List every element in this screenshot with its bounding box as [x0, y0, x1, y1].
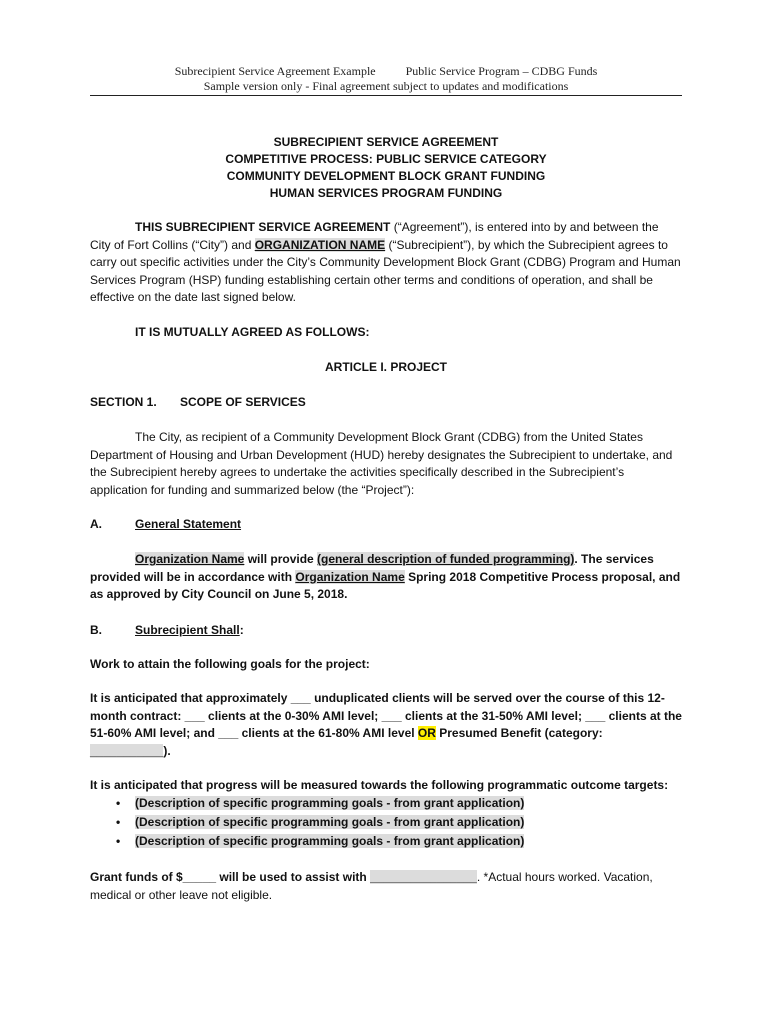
intro-paragraph [90, 219, 682, 307]
section-a-heading [90, 516, 682, 534]
grant-text-1: Grant funds of $_____ will be used to assist with [90, 870, 371, 884]
grant-funds-paragraph [90, 869, 682, 904]
category-blank-field[interactable]: ___________ [90, 743, 164, 758]
clients-text-2: Presumed Benefit (category: [435, 726, 603, 740]
header-disclaimer: Sample version only - Final agreement subject to updates and modifications [203, 79, 569, 93]
scope-paragraph: The City, as recipient of a Community Development Block Grant (CDBG) from the United States Department of Housing and Urban Development (HUD) hereby designates the Subrecipient to undertake, and the Subrecipient hereby agrees to undertake the activities specifically described in the Subrecipient’s application for funding and summarized below (the “Project”): [90, 430, 673, 497]
goal-description-field[interactable]: (Description of specific programming goals - from grant application) [135, 834, 525, 848]
intro-lead: THIS SUBRECIPIENT SERVICE AGREEMENT [135, 220, 391, 234]
goal-description-field[interactable]: (Description of specific programming goals - from grant application) [135, 796, 525, 810]
general-text-1: will provide [244, 552, 318, 566]
title-line-2: COMPETITIVE PROCESS: PUBLIC SERVICE CATEGORY [225, 152, 547, 166]
clients-text-1: It is anticipated that approximately ___ unduplicated clients will be served over the course of this 12-month contract: ___ clients at the 0-30% AMI level; ___ clients at the 31-50% AMI level; ___ clients at the 51-60% AMI level; and ___ clients at the 61-80% AMI level [90, 691, 682, 740]
organization-name-field[interactable]: Organization Name [135, 552, 245, 566]
section-b-title: Subrecipient Shall [135, 623, 240, 637]
goals-intro: Work to attain the following goals for the project: [90, 657, 370, 671]
header-left: Subrecipient Service Agreement Example [174, 64, 376, 78]
goal-item [90, 832, 682, 851]
goal-description-field[interactable]: (Description of specific programming goals - from grant application) [135, 815, 525, 829]
section-1-number: SECTION 1. [90, 395, 157, 409]
program-description-field[interactable]: (general description of funded programming) [317, 552, 575, 566]
title-line-3: COMMUNITY DEVELOPMENT BLOCK GRANT FUNDING [226, 169, 546, 183]
progress-intro: It is anticipated that progress will be measured towards the following programmatic outcome targets: [90, 778, 669, 792]
goals-list [90, 794, 682, 851]
mutually-agreed-heading: IT IS MUTUALLY AGREED AS FOLLOWS: [135, 325, 370, 339]
section-a-label: A. [90, 517, 102, 531]
article-heading: ARTICLE I. PROJECT [324, 360, 447, 374]
grant-use-blank-field[interactable]: ________________ [370, 870, 477, 884]
section-b-label: B. [90, 623, 102, 637]
section-1-heading [90, 394, 682, 412]
document-title [90, 134, 682, 202]
intro-text-1: (“Agreement”), is entered into by and between the City of Fort Collins (“City”) and [90, 220, 659, 252]
title-line-4: HUMAN SERVICES PROGRAM FUNDING [269, 186, 503, 200]
general-statement-paragraph [90, 551, 682, 604]
clients-paragraph [90, 690, 682, 760]
goal-item [90, 794, 682, 813]
section-a-title: General Statement [135, 517, 242, 531]
clients-text-3: ). [163, 743, 171, 758]
header-rule [90, 95, 682, 96]
organization-name-field[interactable]: Organization Name [295, 569, 405, 584]
section-1-title: SCOPE OF SERVICES [180, 395, 306, 409]
title-line-1: SUBRECIPIENT SERVICE AGREEMENT [273, 135, 499, 149]
header-right: Public Service Program – CDBG Funds [405, 64, 598, 78]
running-header [90, 64, 682, 94]
organization-name-field[interactable]: ORGANIZATION NAME [254, 237, 386, 252]
general-text-3: Spring 2018 Competitive Process proposal, and as approved by City Council on June 5, 2018. [90, 569, 681, 601]
intro-text-2: (“Subrecipient”), by which the Subrecipient agrees to carry out specific activities under the City’s Community Development Block Grant (CDBG) Program and Human Services Program (HSP) funding establishing certain other terms and conditions of operation, and shall be effective on the date last signed below. [90, 237, 681, 304]
or-highlight: OR [417, 726, 436, 740]
goal-item [90, 813, 682, 832]
general-text-2: . The services provided will be in accordance with [90, 552, 654, 584]
grant-text-2: . *Actual hours worked. Vacation, medical or other leave not eligible. [90, 870, 653, 902]
section-b-colon: : [239, 623, 244, 637]
section-b-heading [90, 622, 682, 640]
